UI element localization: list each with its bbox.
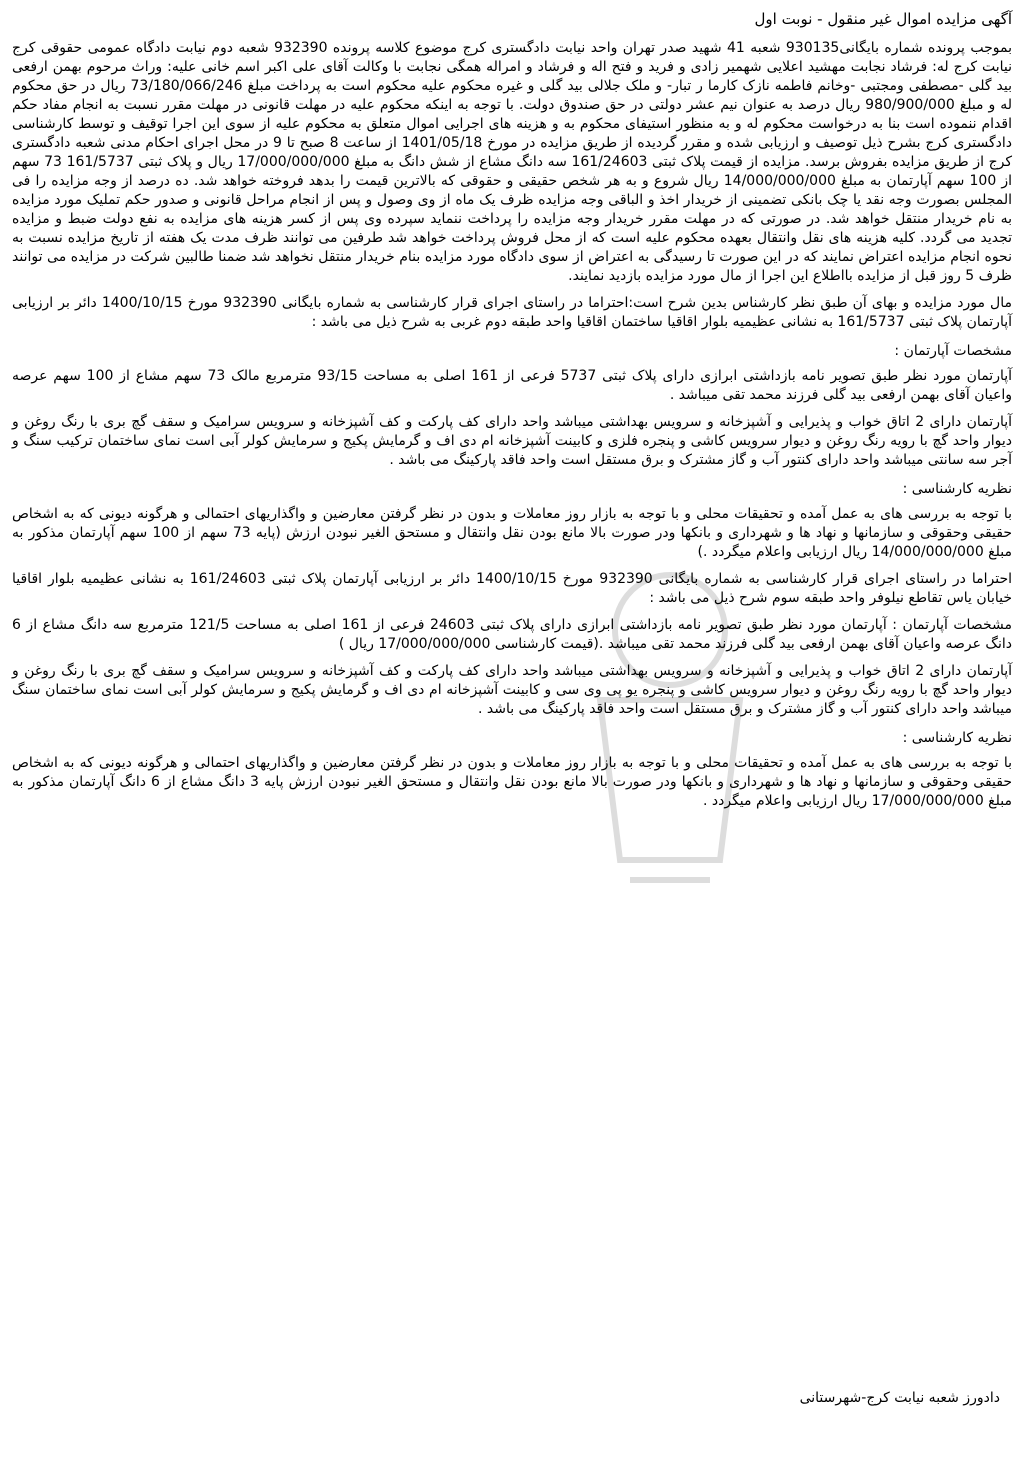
expert-opinion-2-heading: نظریه کارشناسی : [902, 730, 1012, 746]
expert-opinion-2-paragraph: با توجه به بررسی های به عمل آمده و تحقیقات محلی و با توجه به بازار روز معاملات و بدون در نظر گرفتن معارضین و واگذاریهای احتمالی و هرگونه دیونی که به اشخاص حقیقی وحقوقی و سازمانها و نهاد ها و شهرداری و بانکها ودر صورت بالا مانع بودن نقل وانتقال و مستحق الغیر نبودن ارزش پایه 3 دانگ مشاع از 6 دانگ آپارتمان مذکور به مبلغ 17/000/000/000 ریال ارزیابی واعلام میگردد . [12, 755, 1013, 809]
property-1-intro-paragraph: مال مورد مزایده و بهای آن طبق نظر کارشناس بدین شرح است:احتراما در راستای اجرای قرار کارشناسی به شماره بایگانی 932390 مورخ 1400/10/15 دائر بر ارزیابی آپارتمان پلاک ثبتی 161/5737 به نشانی عظیمیه بلوار اقاقیا ساختمان اقاقیا واحد طبقه دوم غربی به شرح ذیل می باشد : [12, 295, 1012, 330]
notice-intro-paragraph: بموجب پرونده شماره بایگانی930135 شعبه 41 شهید صدر تهران واحد نیابت دادگستری کرج موضوع کلاسه پرونده 932390 شعبه دوم نیابت دادگاه عمومی حقوقی کرج نیابت کرج له: فرشاد نجابت مهشید اعلایی شهمیر زادی و فرید و فتح اله و فرشاد و امراله همگی نجابت با وکالت آقای علی اکبر اسم خانی علیه: وراث مرحوم بهمن ارفعی بید گلی -مصطفی ومجتبی -وخانم فاطمه نازک کارما ر تبار- و ملک جلالی بید گلی و غیره محکوم علیه محکوم است به پرداخت مبلغ 73/180/066/246 ریال در حق محکوم له و مبلغ 980/900/000 ریال درصد به عنوان نیم عشر دولتی در حق صندوق دولت. با توجه به اینکه محکوم علیه در مهلت قانونی در مهلت مقرر نسبت به انجام مفاد حکم اقدام ننموده است بنا به درخواست محکوم له و به منظور استیفای محکوم به و هزینه های اجرایی اموال متعلق به محکوم علیه از سوی این اجرا توقیف و توسط کارشناسی دادگستری کرج بشرح ذیل توصیف و ارزیابی شده و مقرر گردیده از طریق مزایده در مورخ 1401/05/18 از ساعت 8 صبح تا 9 در محل اجرای احکام مدنی شعبه دادگستری کرج از طریق مزایده بفروش برسد. مزایده از قیمت پلاک ثبتی 161/24603 سه دانگ مشاع از شش دانگ به مبلغ 17/000/000/000 ریال و پلاک ثبتی 161/5737 73 سهم از 100 سهم آپارتمان به مبلغ 14/000/000/000 ریال شروع و به هر شخص حقیقی و حقوقی که بالاترین قیمت را بدهد فروخته خواهد شد. ده درصد از وجه مزایده را فی المجلس بصورت وجه نقد یا چک بانکی تضمینی از خریدار اخذ و الباقی وجه مزایده ظرف یک ماه از وی وصول و پس از انجام مراحل قانونی و صدور حکم تملیک مورد مزایده به نام خریدار منتقل خواهد شد. در صورتی که در مهلت مقرر خریدار وجه مزایده را پرداخت ننماید سپرده وی پس از کسر هزینه های مزایده به نفع دولت ضبط و مزایده تجدید می گردد. کلیه هزینه های نقل وانتقال بعهده محکوم علیه است که از محل فروش پرداخت خواهد شد طرفین می توانند ظرف مدت یک هفته از تاریخ مزایده نسبت به نحوه انجام مزایده اعتراض نمایند که در این صورت تا رسیدگی به اعتراض از سوی دادگاه مورد مزایده بنام خریدار منتقل نخواهد شد ضمنا طالبین شرکت در مزایده می توانند ظرف 5 روز قبل از مزایده بااطلاع این اجرا از مال مورد مزایده بازدید نمایند. [12, 40, 1013, 284]
notice-title: آگهی مزایده اموال غیر منقول - نوبت اول [754, 10, 1012, 28]
apartment-1-heading: مشخصات آپارتمان : [894, 343, 1012, 359]
expert-opinion-1-paragraph: با توجه به بررسی های به عمل آمده و تحقیقات محلی و با توجه به بازار روز معاملات و بدون در نظر گرفتن معارضین و واگذاریهای احتمالی و هرگونه دیونی که به اشخاص حقیقی وحقوقی و سازمانها و نهاد ها و شهرداری و بانکها ودر صورت بالا مانع بودن نقل وانتقال و مستحق الغیر نبودن ارزش (پایه 73 سهم از 100 سهم آپارتمان مذکور به مبلغ 14/000/000/000 ریال ارزیابی واعلام میگردد .) [12, 506, 1012, 560]
apartment-1-description-paragraph: آپارتمان دارای 2 اتاق خواب و پذیرایی و آشپزخانه و سرویس بهداشتی میباشد واحد دارای کف پارکت و کف آشپزخانه و سرویس سرامیک و سقف گچ بری با رنگ روغن و دیوار واحد گچ با رویه رنگ روغن و دیوار سرویس کاشی و پنجره فلزی و کابینت آشپزخانه ام دی اف و گرمایش پکیج و سرمایش کولر آبی است نمای ساختمان ترکیب سنگ و آجر سه سانتی میباشد واحد دارای کنتور آب و گاز مشترک و برق مستقل است واحد فاقد پارکینگ می باشد . [12, 414, 1013, 468]
signature-line: دادورز شعبه نیابت کرج-شهرستانی [799, 1390, 1000, 1406]
property-2-intro-paragraph: احتراما در راستای اجرای قرار کارشناسی به شماره بایگانی 932390 مورخ 1400/10/15 دائر بر ارزیابی آپارتمان پلاک ثبتی 161/24603 به نشانی عظیمیه بلوار اقاقیا خیابان یاس تقاطع نیلوفر واحد طبقه سوم شرح ذیل می باشد : [12, 571, 1012, 606]
auction-notice-document [12, 6, 1012, 1468]
apartment-1-spec-paragraph: آپارتمان مورد نظر طبق تصویر نامه بازداشتی ابرازی دارای پلاک ثبتی 5737 فرعی از 161 اصلی به مساحت 93/15 مترمربع مالک 73 سهم مشاع از 100 سهم عرصه واعیان آقای بهمن ارفعی بید گلی فرزند محمد تقی میباشد . [12, 368, 1013, 403]
apartment-2-description-paragraph: آپارتمان دارای 2 اتاق خواب و پذیرایی و آشپزخانه و سرویس بهداشتی میباشد واحد دارای کف پارکت و کف آشپزخانه و سرویس سرامیک و سقف گچ بری با رنگ روغن و دیوار واحد گچ با رویه رنگ روغن و دیوار سرویس کاشی و پنجره یو پی وی سی و کابینت آشپزخانه ام دی اف و گرمایش پکیج و سرمایش کولر آبی است نمای ساختمان سنگ میباشد واحد دارای کنتور آب و گاز مشترک و برق مستقل است واحد فاقد پارکینگ می باشد . [12, 663, 1013, 717]
apartment-2-spec-paragraph: مشخصات آپارتمان : آپارتمان مورد نظر طبق تصویر نامه بازداشتی ابرازی دارای پلاک ثبتی 24603 فرعی از 161 اصلی به مساحت 121/5 مترمربع سه دانگ مشاع از 6 دانگ عرصه واعیان آقای بهمن ارفعی بید گلی فرزند محمد تقی میباشد .(قیمت کارشناسی 17/000/000/000 ریال ) [12, 617, 1012, 652]
expert-opinion-1-heading: نظریه کارشناسی : [902, 481, 1012, 497]
